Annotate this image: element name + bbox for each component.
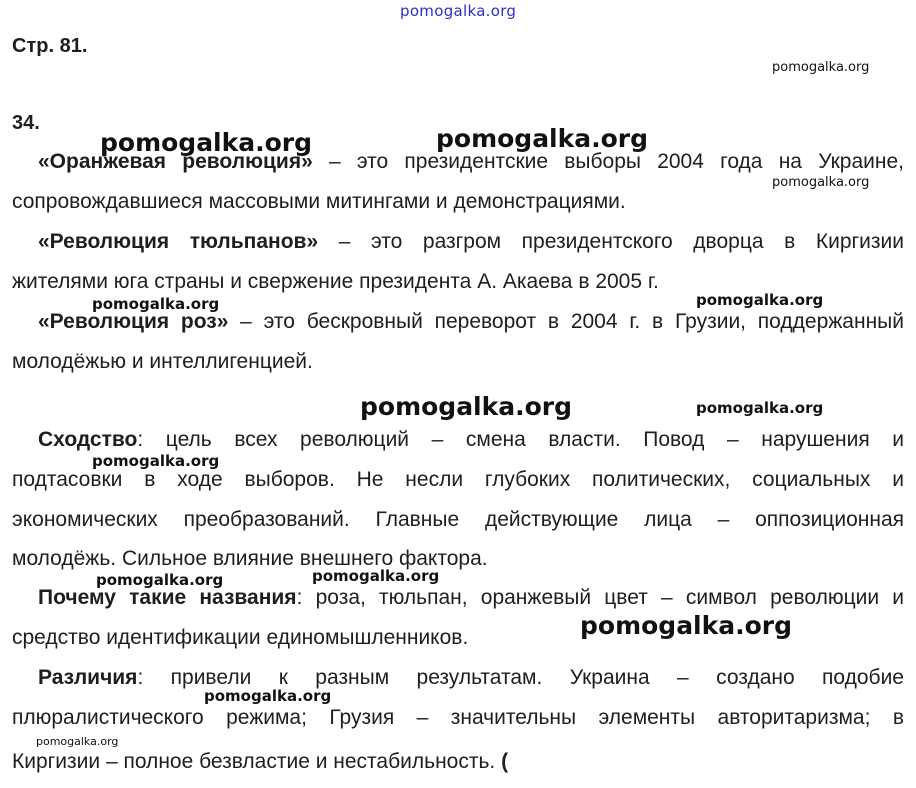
- p4-line-4: молодёжь. Сильное влияние внешнего фактора.: [12, 547, 488, 570]
- p6-line-3: Киргизии – полное безвластие и нестабильность. (: [12, 750, 509, 773]
- watermark: pomogalka.org: [360, 392, 573, 421]
- p3-line-1: «Революция роз» – это бескровный переворот в 2004 г. в Грузии, поддержанный: [38, 310, 904, 333]
- watermark: pomogalka.org: [36, 735, 119, 748]
- p6-line-2: плюралистического режима; Грузия – значительны элементы авторитаризма; в: [12, 706, 904, 729]
- p1-line-2: сопровождавшиеся массовыми митингами и демонстрациями.: [12, 190, 626, 213]
- p3-term: «Революция роз»: [38, 310, 229, 333]
- watermark: pomogalka.org: [100, 128, 313, 157]
- p4-line-1: Сходство: цель всех революций – смена власти. Повод – нарушения и: [38, 428, 904, 451]
- p5-line-1: Почему такие названия: роза, тюльпан, оранжевый цвет – символ революции и: [38, 586, 904, 609]
- p6-term: Различия: [38, 666, 138, 689]
- p5-line-2: средство идентификации единомышленников.: [12, 626, 469, 649]
- p6-line-1: Различия: привели к разным результатам. Украина – создано подобие: [38, 666, 904, 689]
- watermark: pomogalka.org: [696, 291, 824, 309]
- watermark-top: pomogalka.org: [400, 2, 517, 20]
- watermark: pomogalka.org: [204, 687, 332, 705]
- watermark: pomogalka.org: [96, 571, 224, 589]
- watermark: pomogalka.org: [696, 399, 824, 417]
- watermark: pomogalka.org: [580, 611, 793, 640]
- watermark: pomogalka.org: [772, 175, 870, 190]
- p5-term: Почему такие названия: [38, 586, 297, 609]
- exercise-number: 34.: [12, 112, 40, 134]
- watermark: pomogalka.org: [312, 567, 440, 585]
- stray-mark: (: [501, 750, 509, 773]
- p3-line-2: молодёжью и интеллигенцией.: [12, 350, 313, 373]
- watermark: pomogalka.org: [436, 124, 649, 153]
- watermark: pomogalka.org: [772, 60, 870, 75]
- p4-term: Сходство: [38, 428, 138, 451]
- p1-term: «Оранжевая революция»: [38, 150, 313, 173]
- watermark: pomogalka.org: [92, 452, 220, 470]
- p4-line-2: подтасовки в ходе выборов. Не несли глубоких политических, социальных и: [12, 468, 904, 491]
- p4-line-3: экономических преобразований. Главные действующие лица – оппозиционная: [12, 508, 904, 531]
- page-label: Стр. 81.: [12, 35, 88, 57]
- p2-line-1: «Революция тюльпанов» – это разгром президентского дворца в Киргизии: [38, 230, 904, 253]
- watermark: pomogalka.org: [92, 295, 220, 313]
- p2-line-2: жителями юга страны и свержение президента А. Акаева в 2005 г.: [12, 270, 659, 293]
- p2-term: «Революция тюльпанов»: [38, 230, 319, 253]
- p1-line-1: «Оранжевая революция» – это президентские выборы 2004 года на Украине,: [38, 150, 904, 173]
